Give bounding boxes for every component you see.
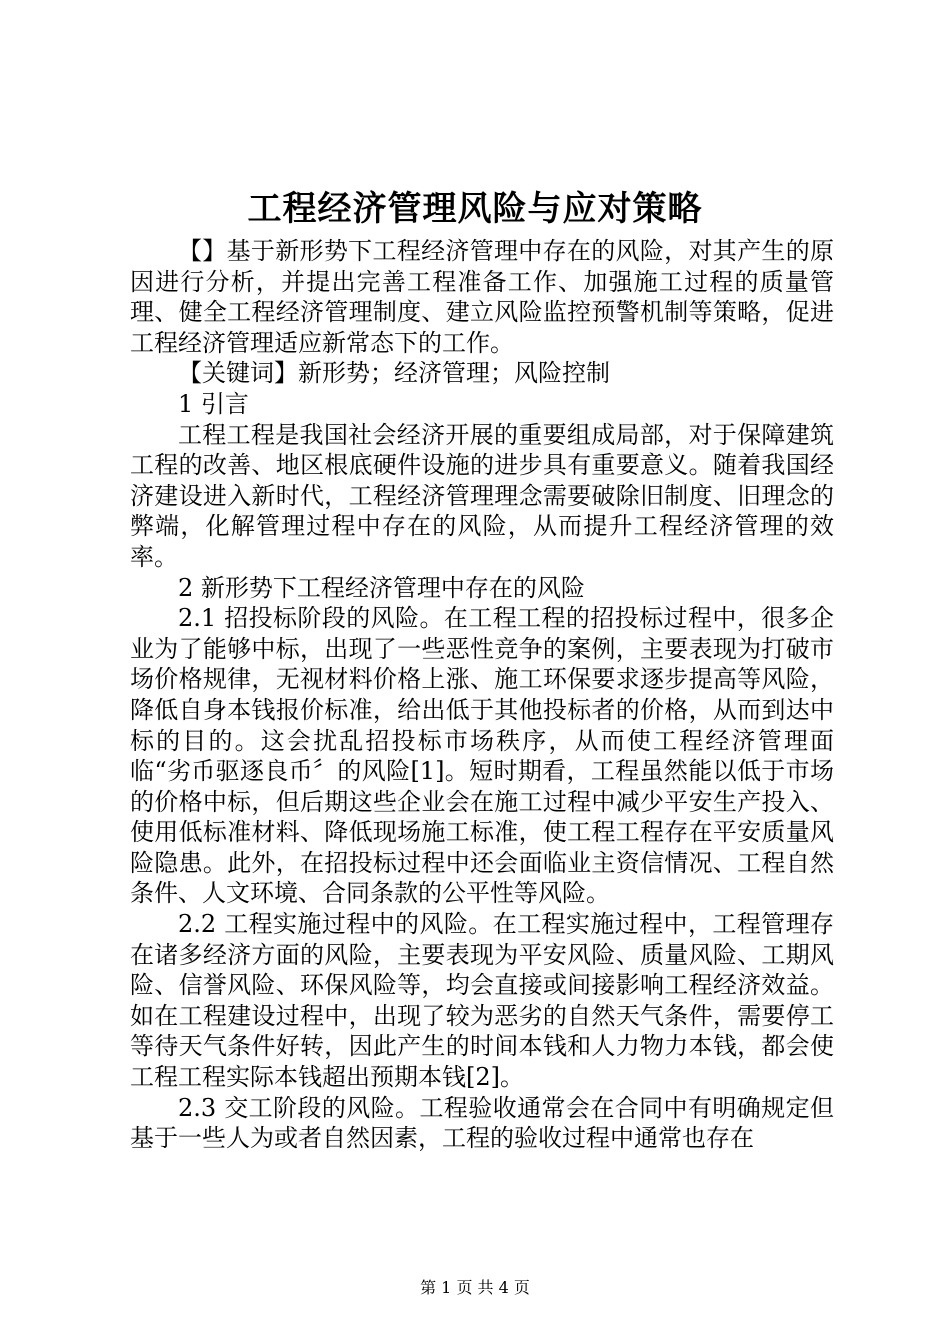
- bidding-risk-paragraph: 2.1 招投标阶段的风险。在工程工程的招投标过程中，很多企业为了能够中标，出现了一些恶性竞争的案例，主要表现为打破市场价格规律，无视材料价格上涨、施工环保要求逐步提高等风险，降低自身本钱报价标准，给出低于其他投标者的价格，从而到达中标的目的。这会扰乱招投标市场秩序，从而使工程经济管理面临“劣币驱逐良币〞的风险[1]。短时期看，工程虽然能以低于市场的价格中标，但后期这些企业会在施工过程中减少平安生产投入、使用低标准材料、降低现场施工标准，使工程工程存在平安质量风险隐患。此外，在招投标过程中还会面临业主资信情况、工程自然条件、人文环境、合同条款的公平性等风险。: [130, 604, 834, 908]
- document-body: [130, 236, 834, 1154]
- page-footer: 第 1 页 共 4 页: [420, 1278, 530, 1297]
- document-title: 工程经济管理风险与应对策略: [247, 189, 703, 229]
- section-heading-risks: 2 新形势下工程经济管理中存在的风险: [178, 573, 585, 602]
- handover-risk-paragraph: 2.3 交工阶段的风险。工程验收通常会在合同中有明确规定但基于一些人为或者自然因素，工程的验收过程中通常也存在: [130, 1093, 834, 1153]
- section-heading-intro: 1 引言: [178, 389, 249, 418]
- intro-paragraph: 工程工程是我国社会经济开展的重要组成局部，对于保障建筑工程的改善、地区根底硬件设施的进步具有重要意义。随着我国经济建设进入新时代，工程经济管理理念需要破除旧制度、旧理念的弊端，化解管理过程中存在的风险，从而提升工程经济管理的效率。: [130, 420, 834, 571]
- keywords-paragraph: 【关键词】新形势；经济管理；风险控制: [178, 359, 610, 388]
- implementation-risk-paragraph: 2.2 工程实施过程中的风险。在工程实施过程中，工程管理存在诸多经济方面的风险，主要表现为平安风险、质量风险、工期风险、信誉风险、环保风险等，均会直接或间接影响工程经济效益。如在工程建设过程中，出现了较为恶劣的自然天气条件，需要停工等待天气条件好转，因此产生的时间本钱和人力物力本钱，都会使工程工程实际本钱超出预期本钱[2]。: [130, 910, 834, 1092]
- abstract-paragraph: 【】基于新形势下工程经济管理中存在的风险，对其产生的原因进行分析，并提出完善工程准备工作、加强施工过程的质量管理、健全工程经济管理制度、建立风险监控预警机制等策略，促进工程经济管理适应新常态下的工作。: [130, 237, 834, 357]
